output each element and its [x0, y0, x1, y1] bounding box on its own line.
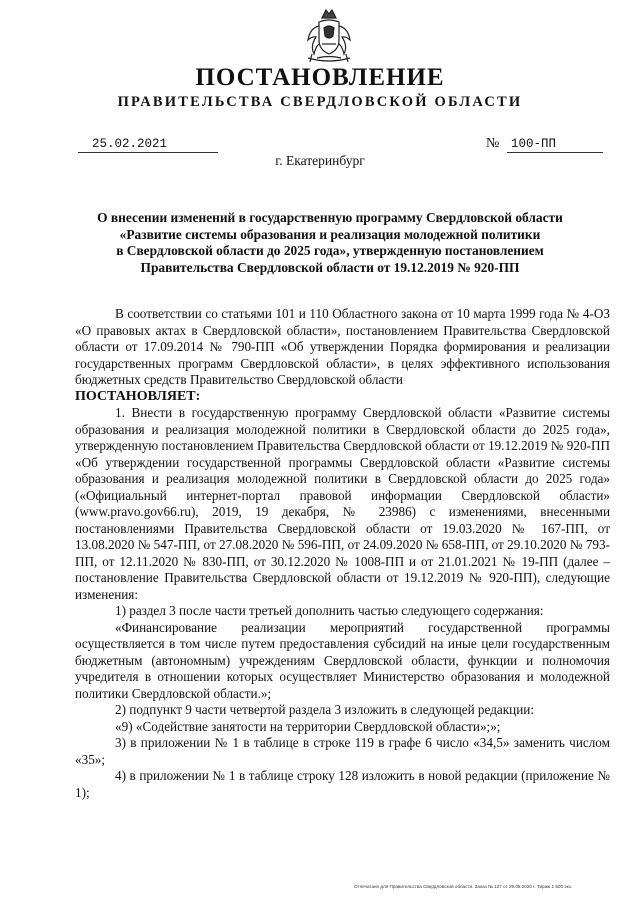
document-date: 25.02.2021 [78, 137, 218, 153]
number-label: № [486, 136, 500, 151]
quoted-text-paragraph: «Финансирование реализации мероприятий государственной программы осуществляется в том числе путем предоставления субсидий на иные цели государственным бюджетным (автономным) учреждениям Свердловской области, функции и полномочия учредителя в отношении которых осуществляет Министерство образования и молодежной политики Свердловской области.»; [75, 619, 610, 701]
quoted-subparagraph-9: «9) «Содействие занятости на территории Свердловской области»;»; [115, 718, 501, 734]
preamble-paragraph: В соответствии со статьями 101 и 110 Областного закона от 10 марта 1999 года № 4-ОЗ «О правовых актах в Свердловской области», постановлением Правительства Свердловской области от 17.09.2014 № 790-ПП «Об утверждении Порядка формирования и реализации государственных программ Свердловской области», в целях эффективного использования бюджетных средств Правительство Свердловской области [75, 306, 610, 387]
clause-1-paragraph: 1. Внести в государственную программу Свердловской области «Развитие системы образования и реализация молодежной политики в Свердловской области до 2025 года», утвержденную постановлением Правительства Свердловской области от 19.12.2019 № 920-ПП «Об утверждении государственной программы Свердловской области «Развитие системы образования и реализация молодежной политики в Свердловской области до 2025 года» («Официальный интернет-портал правовой информации Свердловской области» (www.pravo.gov66.ru), 2019, 19 декабря, № 23986) с изменениями, внесенными постановлениями Правительства Свердловской области от 19.03.2020 № 167-ПП, от 13.08.2020 № 547-ПП, от 27.08.2020 № 596-ПП, от 24.09.2020 № 658-ПП, от 29.10.2020 № 793-ПП, от 12.11.2020 № 830-ПП, от 30.12.2020 № 1008-ПП и от 21.01.2021 № 19-ПП (далее – постановление Правительства Свердловской области от 19.12.2019 № 920-ПП), следующие изменения: [75, 405, 610, 602]
document-city: г. Екатеринбург [275, 153, 365, 168]
coat-of-arms-emblem [302, 6, 356, 66]
document-heading [60, 210, 600, 276]
document-number: 100-ПП [507, 137, 603, 153]
print-footer: Отпечатано для Правительства Свердловской области. Заказ № 127 от 29.05.2020 г. Тираж 1 500 экз. [354, 884, 573, 889]
heading-line: в Свердловской области до 2025 года», утвержденную постановлением [116, 243, 544, 258]
heading-line: «Развитие системы образования и реализация молодежной политики [119, 226, 541, 242]
subclause-1-paragraph: 1) раздел 3 после части третьей дополнить частью следующего содержания: [115, 603, 544, 618]
subclause-3-paragraph: 3) в приложении № 1 в таблице в строке 119 в графе 6 число «34,5» заменить числом «35»; [75, 735, 610, 767]
heading-line: Правительства Свердловской области от 19.12.2019 № 920-ПП [140, 259, 520, 275]
document-body [75, 306, 610, 801]
document-subtitle: ПРАВИТЕЛЬСТВА СВЕРДЛОВСКОЙ ОБЛАСТИ [117, 94, 523, 110]
heading-line: О внесении изменений в государственную программу Свердловской области [97, 210, 563, 225]
document-title: ПОСТАНОВЛЕНИЕ [195, 64, 445, 91]
subclause-2-paragraph: 2) подпункт 9 части четвертой раздела 3 изложить в следующей редакции: [115, 702, 535, 717]
resolves-heading: ПОСТАНОВЛЯЕТ: [75, 388, 201, 404]
subclause-4-paragraph: 4) в приложении № 1 в таблице строку 128 изложить в новой редакции (приложение № 1); [75, 768, 610, 800]
